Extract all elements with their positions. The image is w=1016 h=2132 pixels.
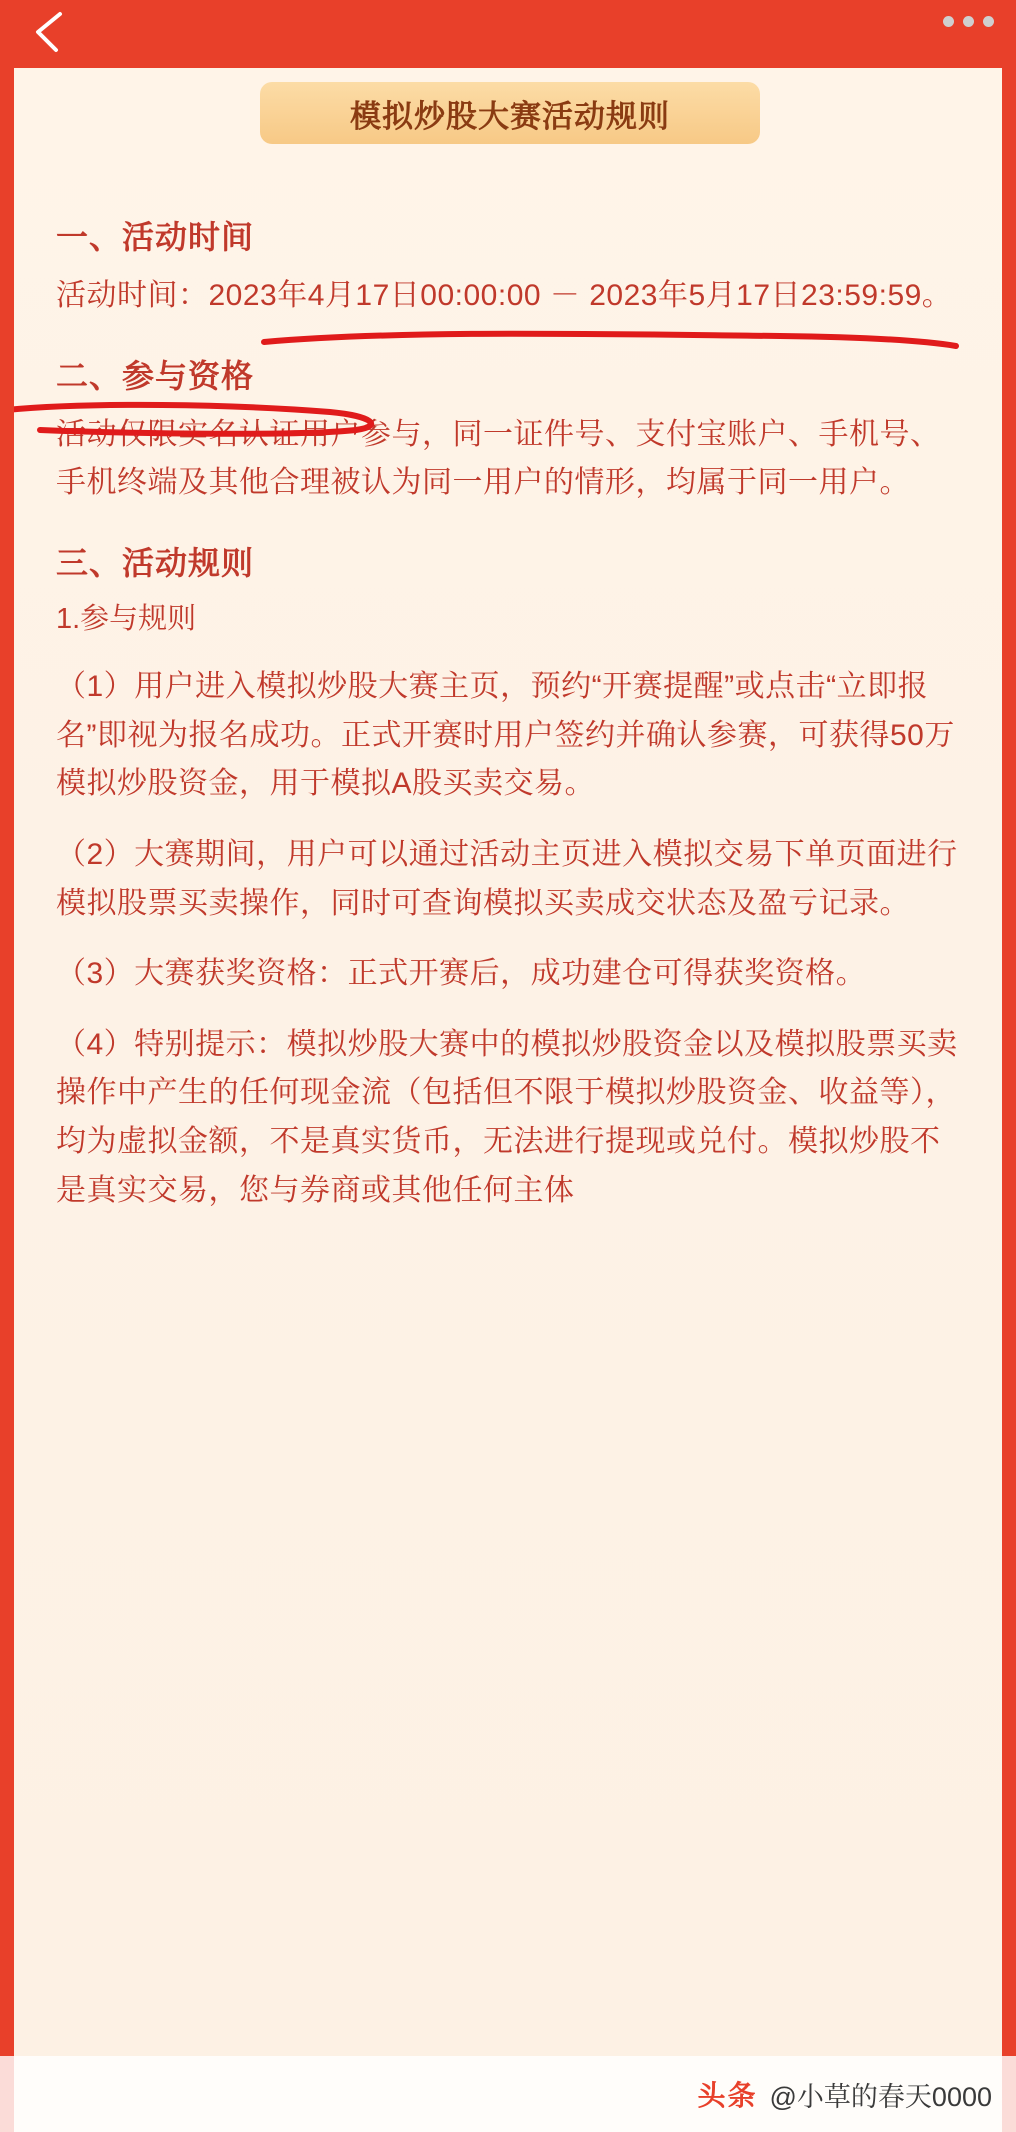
page-title-text: 模拟炒股大赛活动规则 — [350, 98, 670, 134]
page-title — [260, 82, 760, 144]
activity-time-text: 活动时间：2023年4月17日00:00:00 － 2023年5月17日23:59:59。 — [56, 279, 953, 312]
bottom-fade — [28, 2030, 1002, 2056]
eligibility-text: 活动仅限实名认证用户参与，同一证件号、支付宝账户、手机号、手机终端及其他合理被认为同一用户的情形，均属于同一用户。 — [56, 417, 941, 500]
dot-3 — [983, 16, 994, 27]
top-bar — [0, 0, 1016, 68]
section-heading-eligibility: 二、参与资格 — [56, 357, 255, 394]
rule-item-4: （4）特别提示：模拟炒股大赛中的模拟炒股资金以及模拟股票买卖操作中产生的任何现金流（包括但不限于模拟炒股资金、收益等），均为虚拟金额，不是真实货币，无法进行提现或兑付。模拟炒股不是真实交易，您与券商或其他任何主体 — [56, 1027, 958, 1207]
rule-item-1: （1）用户进入模拟炒股大赛主页，预约“开赛提醒”或点击“立即报名”即视为报名成功。正式开赛时用户签约并确认参赛，可获得50万模拟炒股资金，用于模拟A股买卖交易。 — [56, 670, 955, 801]
watermark-logo: 头条 — [697, 2080, 758, 2111]
menu-dots-icon[interactable] — [943, 16, 994, 27]
section-heading-activity-time: 一、活动时间 — [56, 219, 255, 255]
watermark-bar — [0, 2056, 1016, 2132]
rules-card — [14, 68, 1002, 2132]
dot-1 — [943, 16, 954, 27]
left-gutter — [0, 68, 14, 2132]
back-arrow-icon[interactable] — [26, 8, 72, 54]
right-gutter — [1002, 68, 1016, 2132]
rules-body — [14, 160, 1002, 1215]
watermark-username: @小草的春天0000 — [769, 2081, 992, 2112]
rule-item-2: （2）大赛期间，用户可以通过活动主页进入模拟交易下单页面进行模拟股票买卖操作，同时可查询模拟买卖成交状态及盈亏记录。 — [56, 838, 958, 920]
rules-subheading: 1.参与规则 — [56, 602, 197, 635]
rule-item-3: （3）大赛获奖资格：正式开赛后，成功建仓可得获奖资格。 — [56, 957, 867, 991]
section-heading-rules: 三、活动规则 — [56, 544, 255, 581]
dot-2 — [963, 16, 974, 27]
